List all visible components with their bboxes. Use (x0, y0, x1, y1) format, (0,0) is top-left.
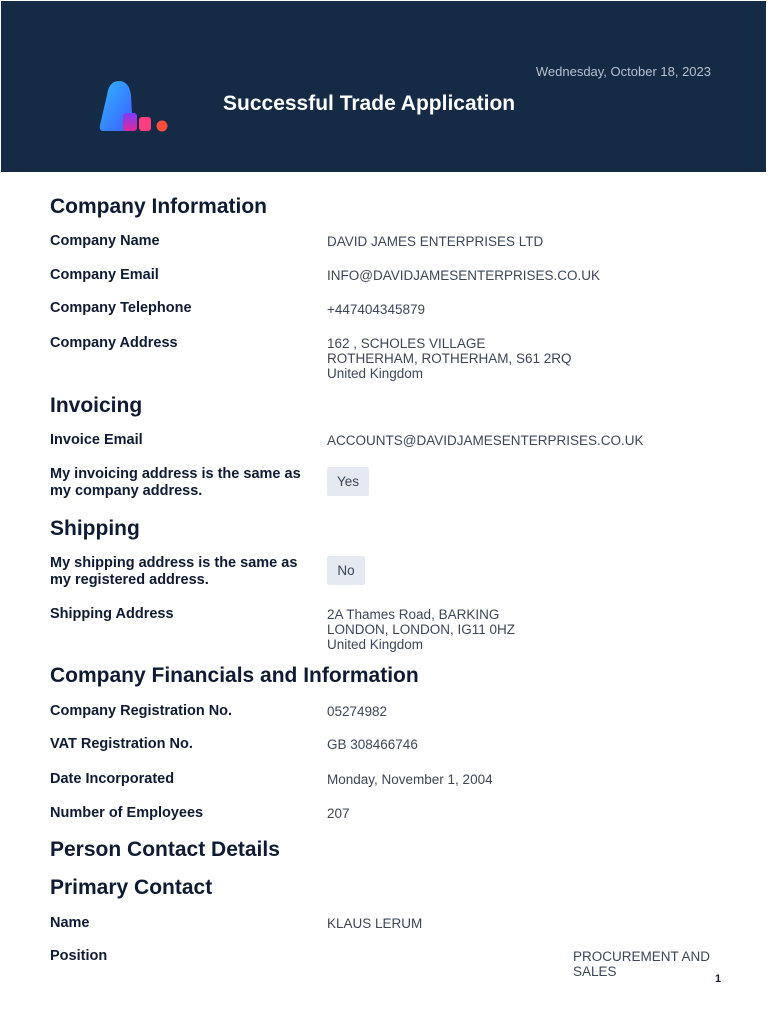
company-name-label: Company Name (50, 233, 160, 249)
contact-name-label: Name (50, 915, 90, 931)
shipping-address-line: LONDON, LONDON, IG11 0HZ (327, 622, 516, 637)
invoicing-same-address-label-line: My invoicing address is the same as (50, 466, 301, 482)
contact-name-value: KLAUS LERUM (327, 916, 423, 931)
section-title-shipping: Shipping (50, 517, 140, 540)
company-email-label: Company Email (50, 267, 159, 283)
section-title-financials: Company Financials and Information (50, 664, 419, 687)
bar-chart-logo-icon (99, 81, 171, 133)
shipping-same-address-badge: No (327, 556, 365, 585)
document-header (1, 1, 766, 172)
vat-no-value: GB 308466746 (327, 737, 418, 752)
company-telephone-label: Company Telephone (50, 300, 192, 316)
company-email-value: INFO@DAVIDJAMESENTERPRISES.CO.UK (327, 268, 600, 283)
shipping-same-address-label-line: my registered address. (50, 572, 209, 588)
company-address-line: 162 , SCHOLES VILLAGE (327, 336, 486, 351)
company-address-line: ROTHERHAM, ROTHERHAM, S61 2RQ (327, 351, 572, 366)
invoicing-same-address-badge: Yes (327, 467, 369, 496)
section-title-person-contact: Person Contact Details (50, 838, 280, 861)
invoice-email-value: ACCOUNTS@DAVIDJAMESENTERPRISES.CO.UK (327, 433, 644, 448)
shipping-address-value (327, 607, 727, 652)
company-address-value (327, 336, 727, 381)
section-title-primary-contact: Primary Contact (50, 876, 213, 899)
page-number: 1 (715, 973, 722, 985)
vat-no-label: VAT Registration No. (50, 736, 193, 752)
shipping-address-line: United Kingdom (327, 637, 424, 652)
contact-position-line: SALES (573, 964, 617, 979)
section-title-invoicing: Invoicing (50, 394, 143, 417)
registration-no-value: 05274982 (327, 704, 388, 719)
section-title-company-information: Company Information (50, 195, 268, 218)
date-incorporated-label: Date Incorporated (50, 771, 175, 787)
employees-value: 207 (327, 806, 350, 821)
employees-label: Number of Employees (50, 805, 204, 821)
company-address-line: United Kingdom (327, 366, 424, 381)
invoicing-same-address-label-line: my company address. (50, 483, 203, 499)
date-incorporated-value: Monday, November 1, 2004 (327, 772, 493, 787)
header-date: Wednesday, October 18, 2023 (535, 64, 711, 79)
invoice-email-label: Invoice Email (50, 432, 143, 448)
contact-position-label: Position (50, 948, 108, 964)
shipping-address-line: 2A Thames Road, BARKING (327, 607, 500, 622)
shipping-same-address-label (50, 555, 312, 589)
company-address-label: Company Address (50, 335, 178, 351)
company-telephone-value: +447404345879 (327, 302, 425, 317)
shipping-same-address-label-line: My shipping address is the same as (50, 555, 298, 571)
page-title: Successful Trade Application (223, 92, 516, 115)
company-name-value: DAVID JAMES ENTERPRISES LTD (327, 234, 544, 249)
contact-position-line: PROCUREMENT AND (573, 949, 711, 964)
contact-position-value (573, 949, 723, 979)
registration-no-label: Company Registration No. (50, 703, 233, 719)
invoicing-same-address-label (50, 466, 312, 500)
shipping-address-label: Shipping Address (50, 606, 174, 622)
